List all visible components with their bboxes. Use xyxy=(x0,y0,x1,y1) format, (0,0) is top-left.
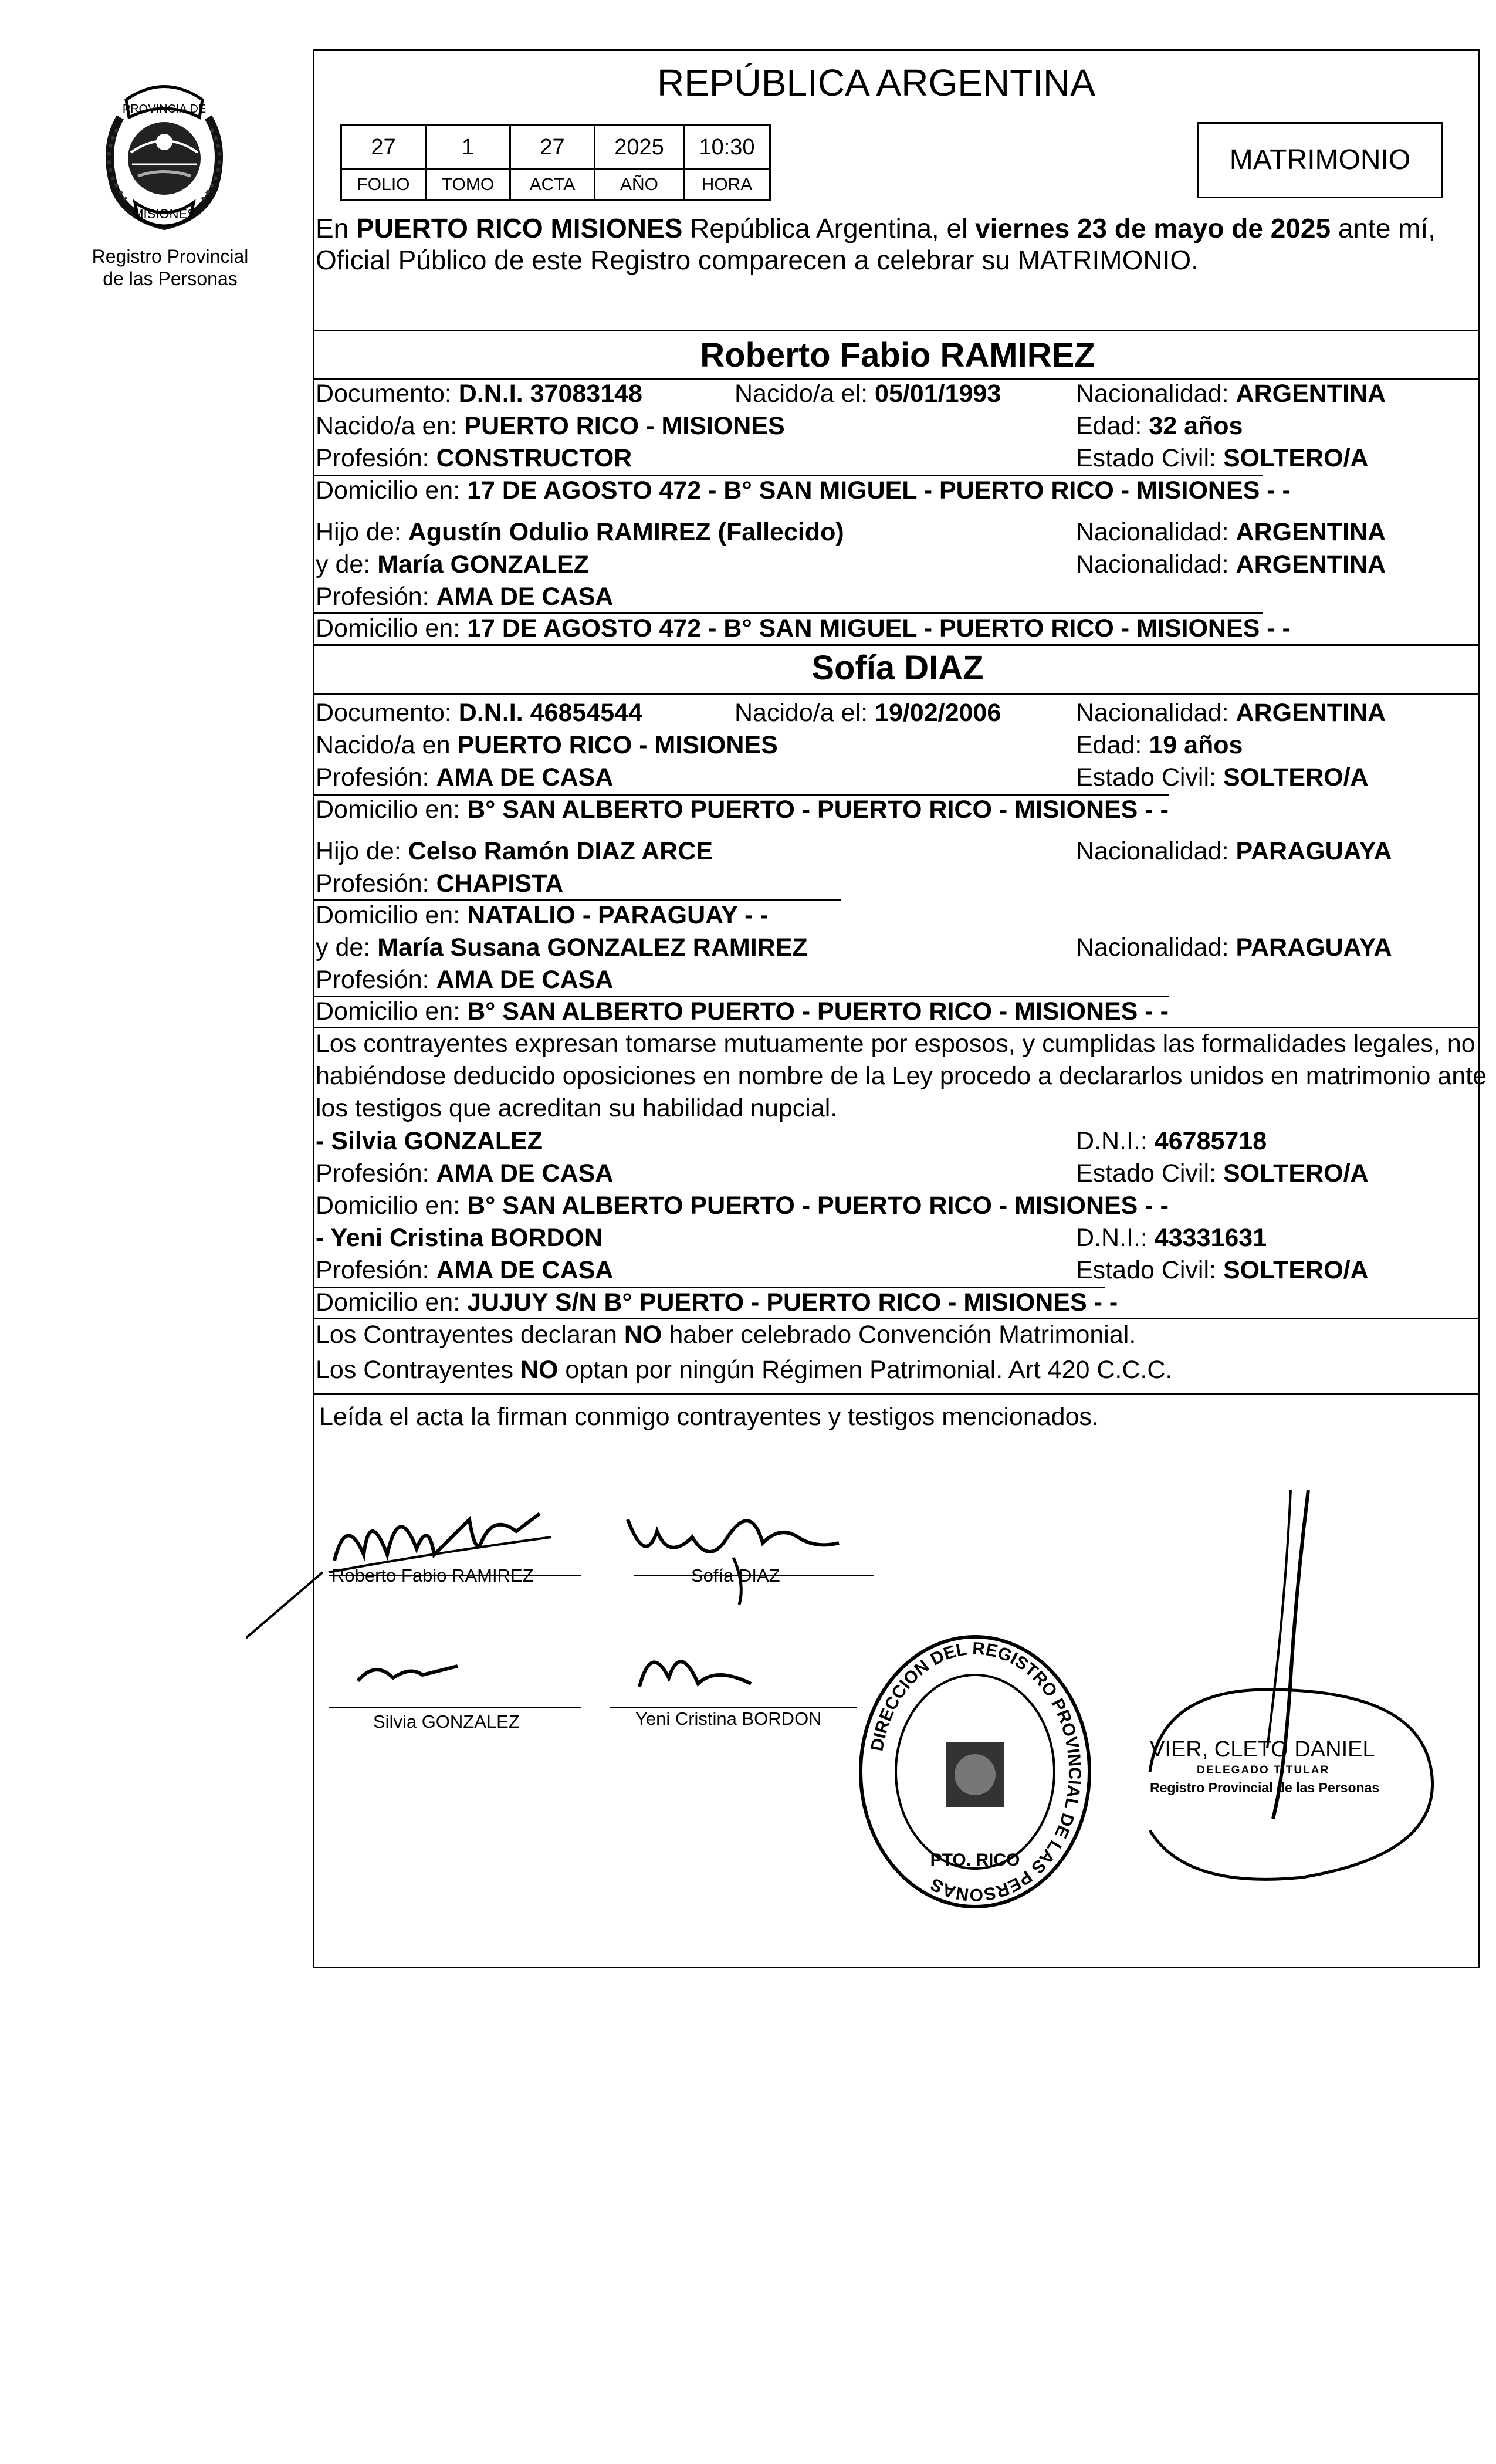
groom-father-nationality: Nacionalidad: ARGENTINA xyxy=(1076,518,1386,546)
record-label-folio: FOLIO xyxy=(340,168,427,201)
round-seal-text: DIRECCION DEL REGISTRO PROVINCIAL DE LAS PERSONAS xyxy=(867,1639,1085,1905)
groom-mother: y de: María GONZALEZ xyxy=(316,550,589,578)
marriage-place: PUERTO RICO MISIONES xyxy=(356,213,683,243)
groom-name: Roberto Fabio RAMIREZ xyxy=(700,336,1095,374)
bride-nationality: Nacionalidad: ARGENTINA xyxy=(1076,699,1386,727)
round-seal-icon xyxy=(852,1631,1098,1913)
bride-mother-address: Domicilio en: B° SAN ALBERTO PUERTO - PUERTO RICO - MISIONES - - xyxy=(316,997,1169,1025)
witness-1-address: Domicilio en: B° SAN ALBERTO PUERTO - PUERTO RICO - MISIONES - - xyxy=(316,1192,1169,1220)
groom-mother-profession: Profesión: AMA DE CASA xyxy=(316,583,614,611)
groom-birthplace: Nacido/a en: PUERTO RICO - MISIONES xyxy=(316,412,785,440)
intro-line-2: Oficial Público de este Registro comparecen a celebrar su MATRIMONIO. xyxy=(316,245,1199,275)
seal-top-text: PROVINCIA DE xyxy=(122,103,207,116)
bride-signature-label: Sofía DIAZ xyxy=(691,1565,780,1586)
witness-2-name: - Yeni Cristina BORDON xyxy=(316,1224,603,1252)
round-seal-bottom: PTO. RICO xyxy=(930,1850,1020,1870)
witness-1-name: - Silvia GONZALEZ xyxy=(316,1127,543,1155)
official-name: VIER, CLETO DANIEL xyxy=(1150,1737,1375,1762)
bride-birthplace: Nacido/a en PUERTO RICO - MISIONES xyxy=(316,731,778,759)
declaration-line-2: habiéndose deducido oposiciones en nombre de la Ley procedo a declararlos unidos en matrimonio ante xyxy=(316,1062,1487,1090)
bride-document: Documento: D.N.I. 46854544 xyxy=(316,699,642,727)
witness-1-signature-label: Silvia GONZALEZ xyxy=(373,1711,520,1732)
official-office: Registro Provincial de las Personas xyxy=(1150,1780,1380,1795)
bride-mother: y de: María Susana GONZALEZ RAMIREZ xyxy=(316,933,808,962)
bride-name: Sofía DIAZ xyxy=(811,649,984,687)
witness-2-signature xyxy=(639,1661,751,1687)
closing-statement: Leída el acta la firman conmigo contrayentes y testigos mencionados. xyxy=(319,1403,1099,1431)
bride-mother-nationality: Nacionalidad: PARAGUAYA xyxy=(1076,933,1392,962)
bride-father: Hijo de: Celso Ramón DIAZ ARCE xyxy=(316,837,713,865)
record-label-ano: AÑO xyxy=(594,168,685,201)
groom-age: Edad: 32 años xyxy=(1076,412,1243,440)
record-folio: 27 xyxy=(340,124,427,170)
witness-1-dni: D.N.I.: 46785718 xyxy=(1076,1127,1267,1155)
bride-civil-status: Estado Civil: SOLTERO/A xyxy=(1076,763,1369,791)
bride-address: Domicilio en: B° SAN ALBERTO PUERTO - PUERTO RICO - MISIONES - - xyxy=(316,796,1169,824)
witness-2-address: Domicilio en: JUJUY S/N B° PUERTO - PUERTO RICO - MISIONES - - xyxy=(316,1288,1118,1316)
registry-label-line1: Registro Provincial xyxy=(92,246,249,267)
bride-age: Edad: 19 años xyxy=(1076,731,1243,759)
registry-label xyxy=(82,245,258,290)
bride-signature xyxy=(628,1519,839,1552)
bride-father-profession: Profesión: CHAPISTA xyxy=(316,869,564,898)
groom-civil-status: Estado Civil: SOLTERO/A xyxy=(1076,444,1369,472)
witness-2-dni: D.N.I.: 43331631 xyxy=(1076,1224,1267,1252)
witness-2-profession: Profesión: AMA DE CASA xyxy=(316,1256,614,1284)
witness-2-civil-status: Estado Civil: SOLTERO/A xyxy=(1076,1256,1369,1284)
seal-bottom-text: MISIONES xyxy=(133,207,196,221)
record-label-tomo: TOMO xyxy=(425,168,511,201)
witness-1-signature xyxy=(358,1666,458,1681)
official-title: DELEGADO TITULAR xyxy=(1197,1764,1330,1776)
registry-label-line2: de las Personas xyxy=(103,268,238,289)
province-seal xyxy=(85,76,243,241)
bride-profession: Profesión: AMA DE CASA xyxy=(316,763,614,791)
act-type-box: MATRIMONIO xyxy=(1197,122,1443,198)
official-signature xyxy=(1126,1467,1455,1913)
bride-father-address: Domicilio en: NATALIO - PARAGUAY - - xyxy=(316,901,769,929)
groom-nationality: Nacionalidad: ARGENTINA xyxy=(1076,380,1386,408)
page-title: REPÚBLICA ARGENTINA xyxy=(657,62,1095,104)
registry-round-seal xyxy=(852,1631,1098,1913)
record-hora: 10:30 xyxy=(683,124,771,170)
groom-signature-label: Roberto Fabio RAMIREZ xyxy=(331,1565,534,1586)
province-seal-icon xyxy=(85,76,243,241)
declaration-line-3: los testigos que acreditan su habilidad nupcial. xyxy=(316,1094,838,1122)
bride-mother-profession: Profesión: AMA DE CASA xyxy=(316,966,614,994)
regime-line-1: Los Contrayentes declaran NO haber celebrado Convención Matrimonial. xyxy=(316,1321,1136,1349)
regime-line-2: Los Contrayentes NO optan por ningún Régimen Patrimonial. Art 420 C.C.C. xyxy=(316,1356,1173,1384)
marriage-date: viernes 23 de mayo de 2025 xyxy=(975,213,1331,243)
groom-document: Documento: D.N.I. 37083148 xyxy=(316,380,642,408)
witness-1-profession: Profesión: AMA DE CASA xyxy=(316,1159,614,1187)
declaration-line-1: Los contrayentes expresan tomarse mutuamente por esposos, y cumplidas las formalidades legales, no xyxy=(316,1030,1475,1058)
record-label-hora: HORA xyxy=(683,168,771,201)
groom-profession: Profesión: CONSTRUCTOR xyxy=(316,444,632,472)
record-tomo: 1 xyxy=(425,124,511,170)
groom-birthdate: Nacido/a el: 05/01/1993 xyxy=(735,380,1001,408)
bride-father-nationality: Nacionalidad: PARAGUAYA xyxy=(1076,837,1392,865)
record-ano: 2025 xyxy=(594,124,685,170)
witness-1-civil-status: Estado Civil: SOLTERO/A xyxy=(1076,1159,1369,1187)
groom-father: Hijo de: Agustín Odulio RAMIREZ (Fallecido) xyxy=(316,518,844,546)
intro-line-1: En PUERTO RICO MISIONES República Argentina, el viernes 23 de mayo de 2025 ante mí, xyxy=(316,213,1436,243)
record-acta: 27 xyxy=(509,124,595,170)
groom-address: Domicilio en: 17 DE AGOSTO 472 - B° SAN MIGUEL - PUERTO RICO - MISIONES - - xyxy=(316,476,1291,505)
bride-birthdate: Nacido/a el: 19/02/2006 xyxy=(735,699,1001,727)
witness-2-signature-label: Yeni Cristina BORDON xyxy=(635,1708,822,1729)
groom-parents-address: Domicilio en: 17 DE AGOSTO 472 - B° SAN MIGUEL - PUERTO RICO - MISIONES - - xyxy=(316,614,1291,642)
groom-mother-nationality: Nacionalidad: ARGENTINA xyxy=(1076,550,1386,578)
record-label-acta: ACTA xyxy=(509,168,595,201)
